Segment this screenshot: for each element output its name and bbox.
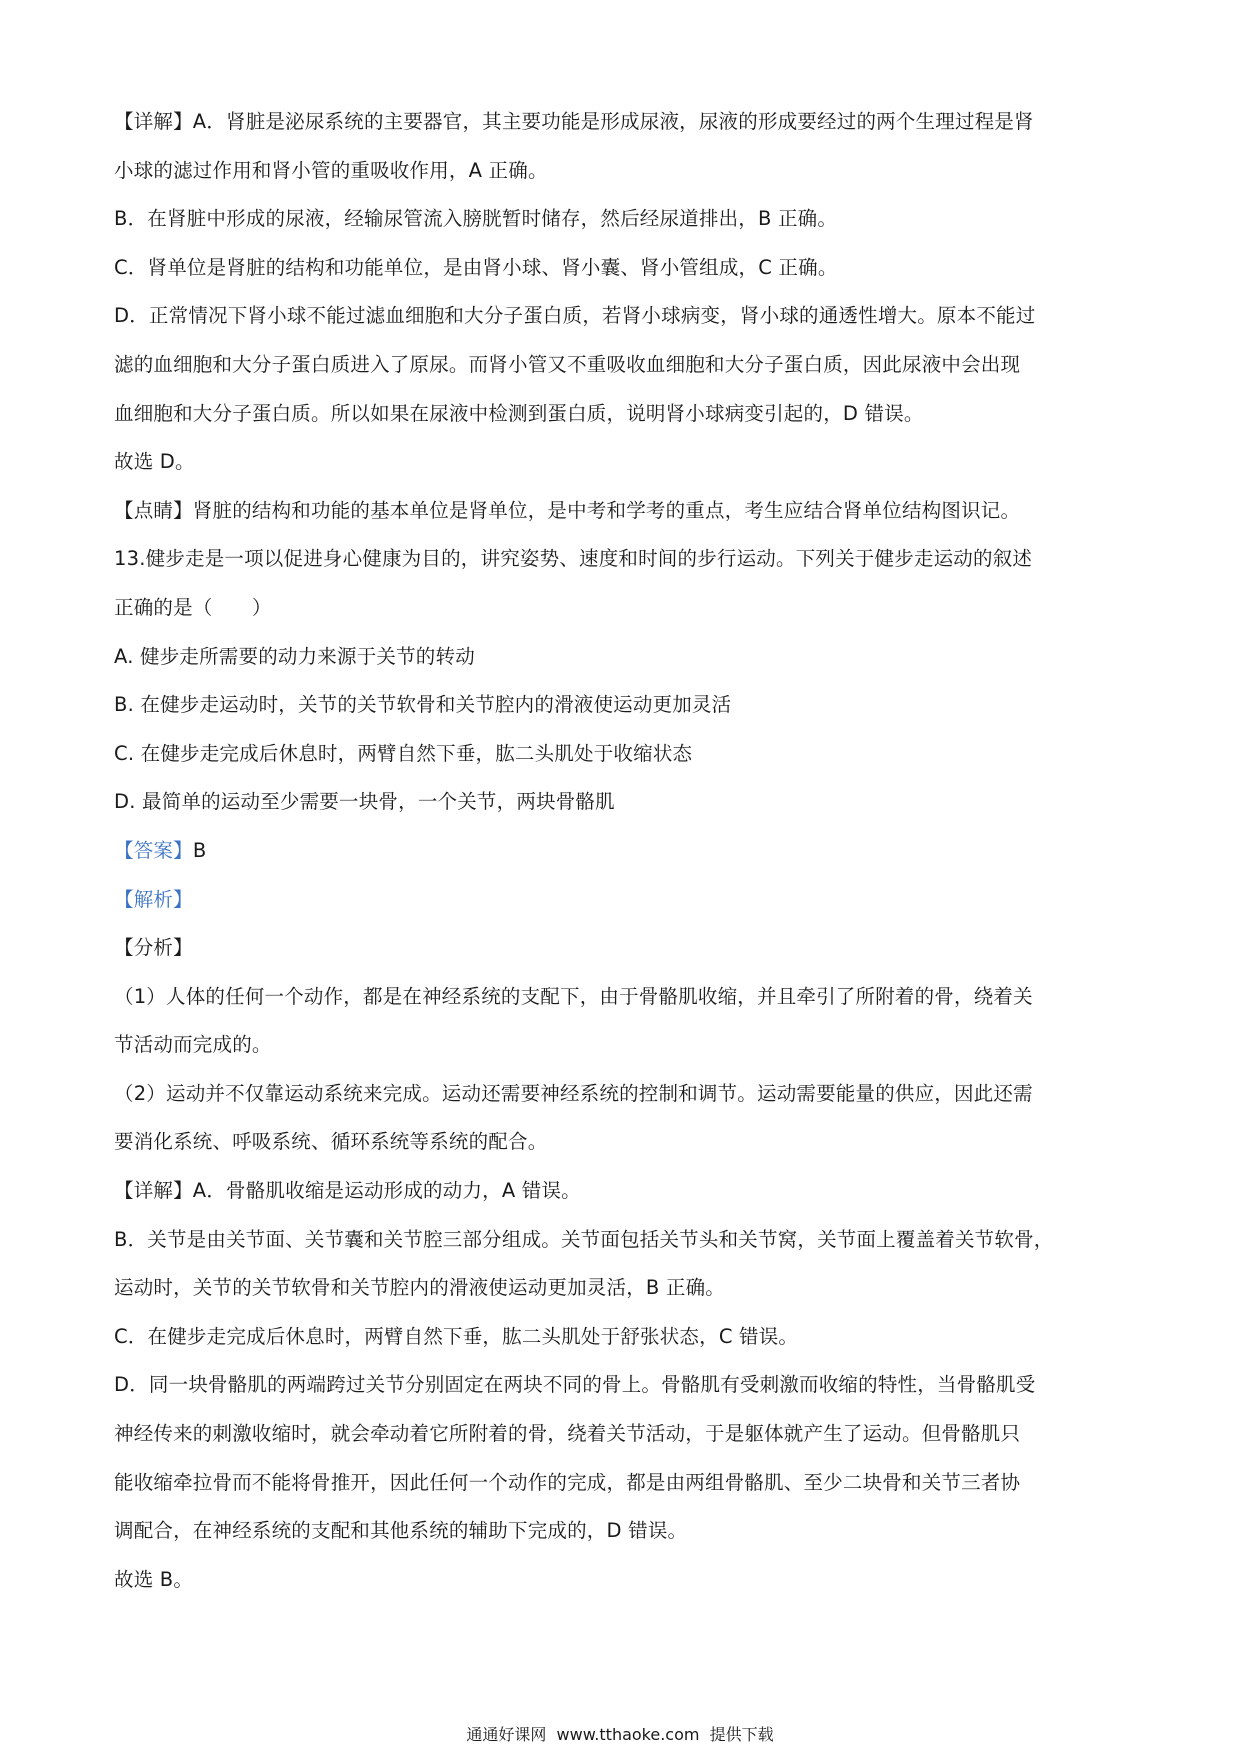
text-line: 故选 B。 bbox=[114, 1567, 194, 1591]
answer-line bbox=[114, 827, 1130, 876]
text-line: C．肾单位是肾脏的结构和功能单位，是由肾小球、肾小囊、肾小管组成，C 正确。 bbox=[114, 255, 838, 279]
text-line: 要消化系统、呼吸系统、循环系统等系统的配合。 bbox=[114, 1130, 548, 1154]
option-c: C. 在健步走完成后休息时，两臂自然下垂，肱二头肌处于收缩状态 bbox=[114, 741, 693, 765]
text-line: 故选 D。 bbox=[114, 450, 195, 474]
text-line: 神经传来的刺激收缩时，就会牵动着它所附着的骨，绕着关节活动，于是躯体就产生了运动。但骨骼肌只 bbox=[114, 1422, 1021, 1446]
answer-label: 【答案】 bbox=[114, 838, 193, 862]
option-d: D. 最简单的运动至少需要一块骨，一个关节，两块骨骼肌 bbox=[114, 790, 615, 814]
document-body bbox=[114, 98, 1130, 1604]
text-line: B．在肾脏中形成的尿液，经输尿管流入膀胱暂时储存，然后经尿道排出，B 正确。 bbox=[114, 207, 838, 231]
text-line: 能收缩牵拉骨而不能将骨推开，因此任何一个动作的完成，都是由两组骨骼肌、至少二块骨和关节三者协 bbox=[114, 1470, 1021, 1494]
text-line: D．正常情况下肾小球不能过滤血细胞和大分子蛋白质，若肾小球病变，肾小球的通透性增大。原本不能过 bbox=[114, 304, 1036, 328]
option-a: A. 健步走所需要的动力来源于关节的转动 bbox=[114, 644, 475, 668]
text-line: 【点睛】肾脏的结构和功能的基本单位是肾单位，是中考和学考的重点，考生应结合肾单位结构图识记。 bbox=[114, 498, 1021, 522]
text-line: 【详解】A．肾脏是泌尿系统的主要器官，其主要功能是形成尿液，尿液的形成要经过的两个生理过程是肾 bbox=[114, 110, 1034, 133]
text-line: 运动时，关节的关节软骨和关节腔内的滑液使运动更加灵活，B 正确。 bbox=[114, 1276, 725, 1300]
text-line: 调配合，在神经系统的支配和其他系统的辅助下完成的，D 错误。 bbox=[114, 1519, 688, 1543]
analysis-label: 【解析】 bbox=[114, 887, 193, 911]
text-line: 血细胞和大分子蛋白质。所以如果在尿液中检测到蛋白质，说明肾小球病变引起的，D 错误。 bbox=[114, 401, 924, 425]
text-line: 【详解】A．骨骼肌收缩是运动形成的动力，A 错误。 bbox=[114, 1179, 581, 1203]
text-line: （2）运动并不仅靠运动系统来完成。运动还需要神经系统的控制和调节。运动需要能量的供应，因此还需 bbox=[114, 1081, 1033, 1105]
text-line: 【分析】 bbox=[114, 936, 193, 960]
answer-value: B bbox=[192, 838, 207, 862]
page-footer: 通通好课网 www.tthaoke.com 提供下载 bbox=[466, 1725, 774, 1744]
question-stem: 13.健步走是一项以促进身心健康为目的，讲究姿势、速度和时间的步行运动。下列关于健步走运动的叙述 bbox=[114, 547, 1033, 571]
text-line: B．关节是由关节面、关节囊和关节腔三部分组成。关节面包括关节头和关节窝，关节面上覆盖着关节软骨， bbox=[114, 1227, 1054, 1251]
text-line: （1）人体的任何一个动作，都是在神经系统的支配下，由于骨骼肌收缩，并且牵引了所附着的骨，绕着关 bbox=[114, 984, 1033, 1008]
text-line: C．在健步走完成后休息时，两臂自然下垂，肱二头肌处于舒张状态，C 错误。 bbox=[114, 1324, 799, 1348]
text-line: 滤的血细胞和大分子蛋白质进入了原尿。而肾小管又不重吸收血细胞和大分子蛋白质，因此尿液中会出现 bbox=[114, 352, 1021, 376]
text-line: D．同一块骨骼肌的两端跨过关节分别固定在两块不同的骨上。骨骼肌有受刺激而收缩的特性，当骨骼肌受 bbox=[114, 1373, 1036, 1397]
text-line: 节活动而完成的。 bbox=[114, 1033, 272, 1057]
option-b: B. 在健步走运动时，关节的关节软骨和关节腔内的滑液使运动更加灵活 bbox=[114, 693, 732, 717]
text-line: 小球的滤过作用和肾小管的重吸收作用，A 正确。 bbox=[114, 158, 548, 182]
question-stem: 正确的是（ ） bbox=[114, 595, 272, 619]
